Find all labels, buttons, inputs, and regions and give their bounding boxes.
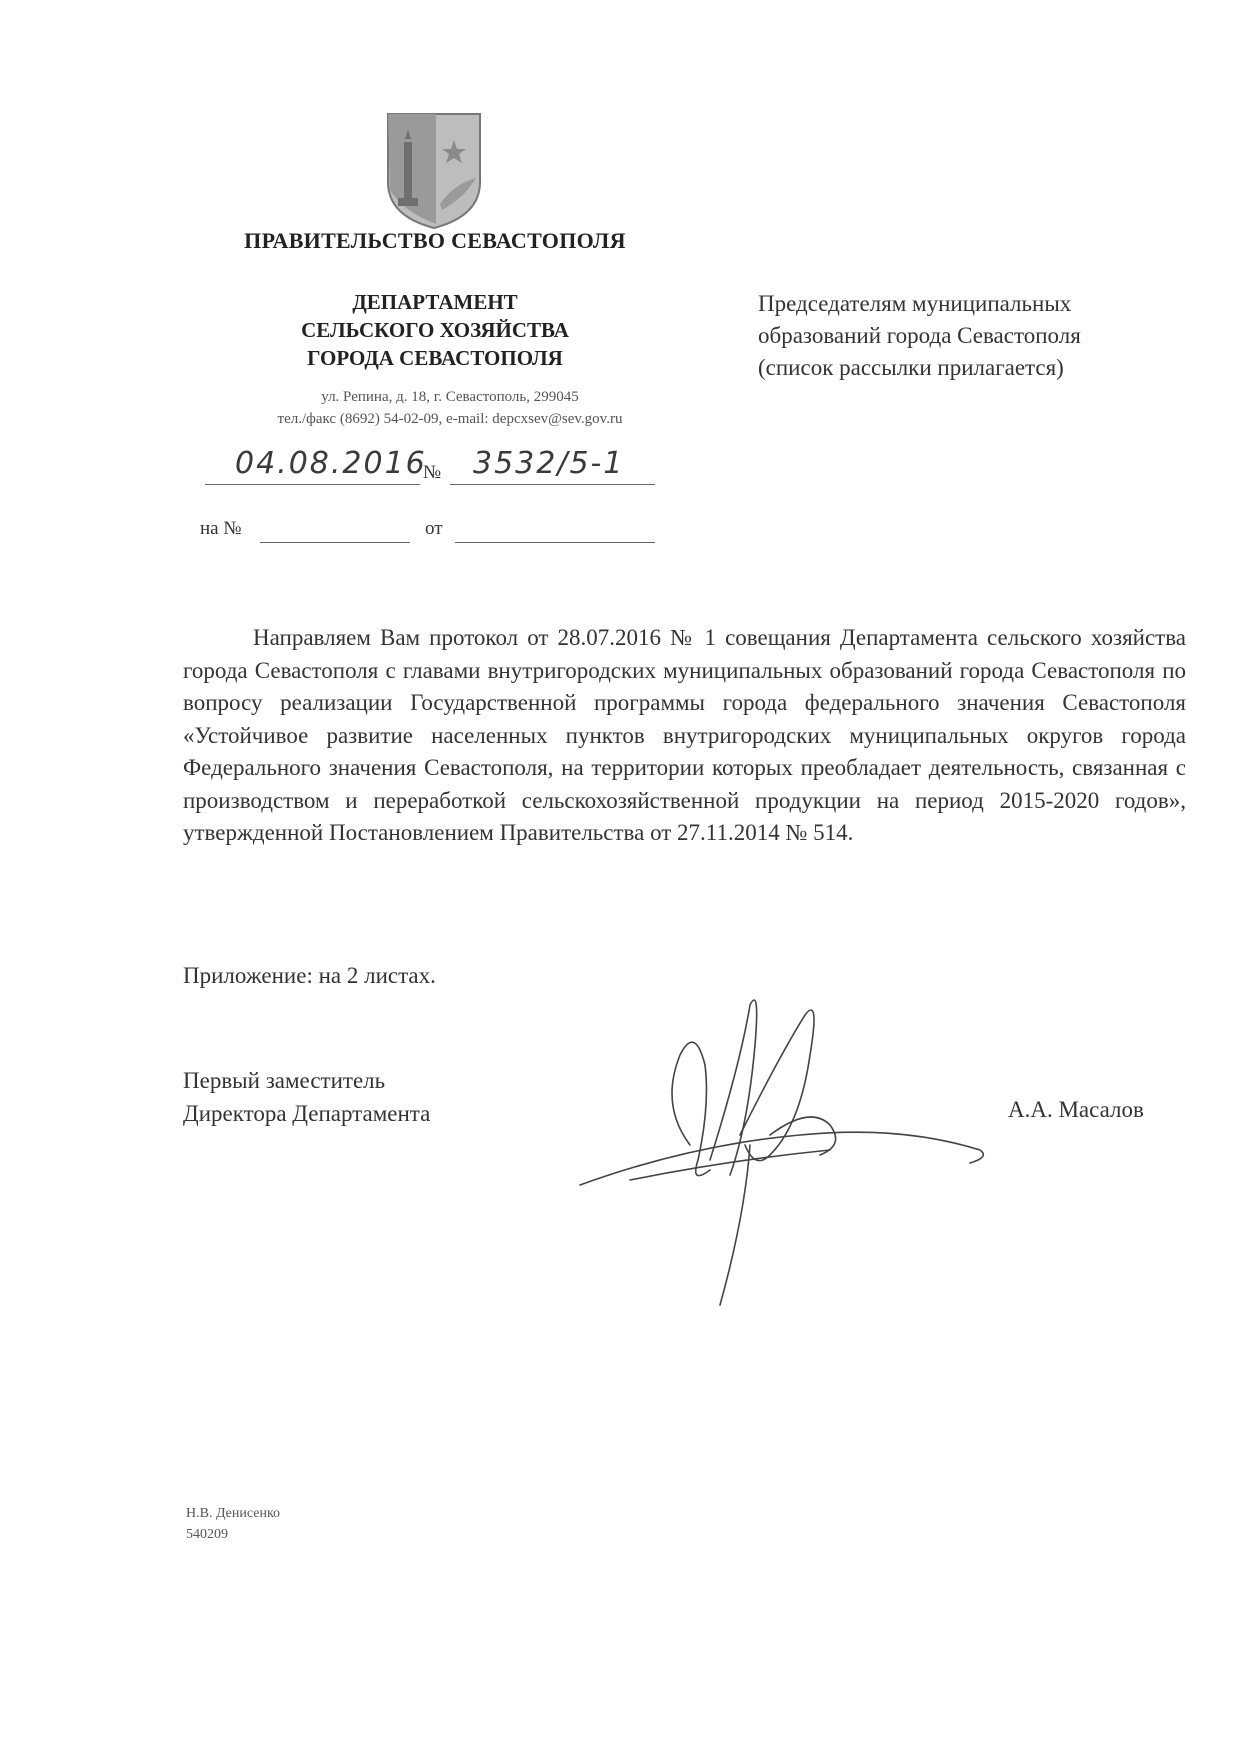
addressee-line: (список рассылки прилагается): [758, 355, 1064, 380]
address-line: ул. Репина, д. 18, г. Севастополь, 299045: [321, 389, 579, 405]
signatory-position: [183, 1064, 430, 1130]
position-line: Директора Департамента: [183, 1101, 431, 1126]
registration-line: [205, 446, 655, 488]
department-name: [205, 288, 665, 372]
reference-date-blank: [455, 542, 655, 543]
contact-line: тел./факс (8692) 54-02-09, e-mail: depcxsev@sev.gov.ru: [277, 411, 623, 427]
department-line: СЕЛЬСКОГО ХОЗЯЙСТВА: [301, 318, 569, 342]
attachment-note: Приложение: на 2 листах.: [183, 963, 436, 988]
signatory-name: А.А. Масалов: [1008, 1097, 1144, 1122]
executor-info: [186, 1503, 280, 1545]
number-underline: [450, 484, 655, 485]
addressee-line: образований города Севастополя: [758, 323, 1081, 348]
handwritten-signature-icon: [570, 985, 1010, 1315]
addressee-block: [758, 288, 1178, 384]
government-title: ПРАВИТЕЛЬСТВО СЕВАСТОПОЛЯ: [244, 228, 626, 253]
reference-from-label: от: [425, 518, 443, 539]
letter-body: Направляем Вам протокол от 28.07.2016 № 1 совещания Департамента сельского хозяйства города Севастополя с главами внутригородских муниципальных образований города Севастополя по вопросу реализации Государственной программы города федерального значения Севастополя «Устойчивое развитие населенных пунктов внутригородских муниципальных округов города Федерального значения Севастополя, на территории которых преобладает деятельность, связанная с производством и переработкой сельскохозяйственной продукции на период 2015-2020 годов», утвержденной Постановлением Правительства от 27.11.2014 № 514.: [183, 625, 1186, 845]
department-line: ГОРОДА СЕВАСТОПОЛЯ: [307, 346, 563, 370]
registration-number: 3532/5-1: [473, 446, 625, 481]
position-line: Первый заместитель: [183, 1068, 386, 1093]
registration-date: 04.08.2016: [235, 446, 427, 481]
addressee-line: Председателям муниципальных: [758, 291, 1072, 316]
executor-name: Н.В. Денисенко: [186, 1506, 281, 1521]
reference-number-blank: [260, 542, 410, 543]
coat-of-arms-icon: [384, 112, 484, 230]
department-line: ДЕПАРТАМЕНТ: [352, 290, 518, 314]
registration-number-label: №: [423, 462, 442, 483]
department-address: [200, 386, 700, 430]
reference-label: на №: [200, 518, 242, 539]
date-underline: [205, 484, 420, 485]
executor-phone: 540209: [186, 1527, 228, 1542]
reference-line: [200, 518, 660, 548]
